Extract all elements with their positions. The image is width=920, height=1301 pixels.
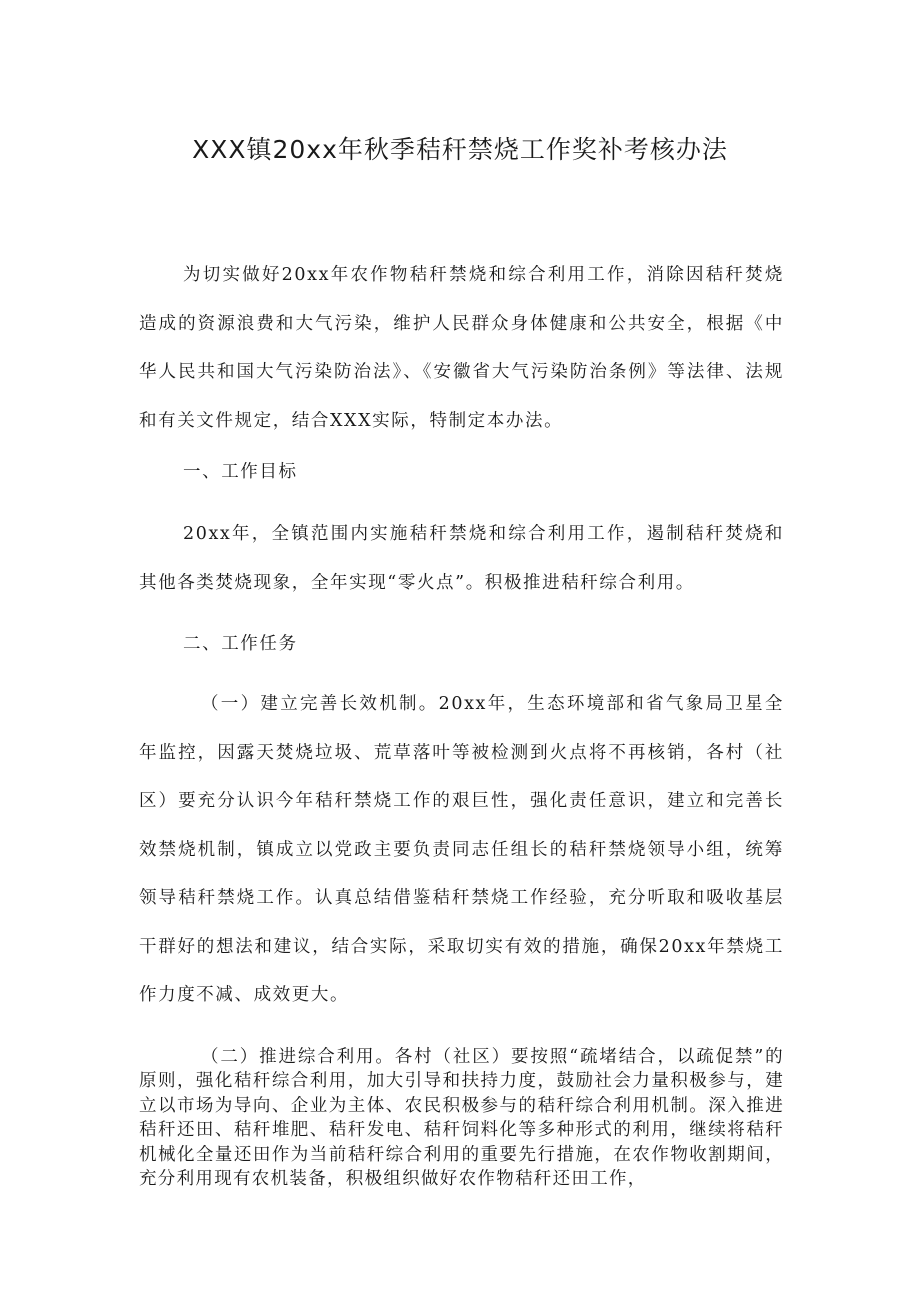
intro-paragraph: 为切实做好20xx年农作物秸秆禁烧和综合利用工作，消除因秸秆焚烧造成的资源浪费和大气污染，维护人民群众身体健康和公共安全，根据《中华人民共和国大气污染防治法》、《安徽省大气污染防治条例》等法律、法规和有关文件规定，结合XXX实际，特制定本办法。 bbox=[139, 265, 784, 431]
document-title: XXX镇20xx年秋季秸秆禁烧工作奖补考核办法 bbox=[192, 135, 728, 164]
task-item-1-paragraph: （一）建立完善长效机制。20xx年，生态环境部和省气象局卫星全年监控，因露天焚烧垃圾、荒草落叶等被检测到火点将不再核销，各村（社区）要充分认识今年秸秆禁烧工作的艰巨性，强化责任意识，建立和完善长效禁烧机制，镇成立以党政主要负责同志任组长的秸秆禁烧领导小组，统筹领导秸秆禁烧工作。认真总结借鉴秸秆禁烧工作经验，充分听取和吸收基层干群好的想法和建议，结合实际，采取切实有效的措施，确保20xx年禁烧工作力度不减、成效更大。 bbox=[139, 694, 784, 1005]
section-heading-goals: 一、工作目标 bbox=[183, 462, 298, 482]
task-item-2-paragraph: （二）推进综合利用。各村（社区）要按照“疏堵结合，以疏促禁”的原则，强化秸秆综合利用，加大引导和扶持力度，鼓励社会力量积极参与，建立以市场为导向、企业为主体、农民积极参与的秸秆综合利用机制。深入推进秸秆还田、秸秆堆肥、秸秆发电、秸秆饲料化等多种形式的利用，继续将秸秆机械化全量还田作为当前秸秆综合利用的重要先行措施，在农作物收割期间，充分利用现有农机装备，积极组织做好农作物秸秆还田工作， bbox=[139, 1047, 784, 1190]
goals-paragraph: 20xx年，全镇范围内实施秸秆禁烧和综合利用工作，遏制秸秆焚烧和其他各类焚烧现象，全年实现“零火点”。积极推进秸秆综合利用。 bbox=[139, 524, 784, 593]
section-heading-tasks: 二、工作任务 bbox=[183, 634, 298, 654]
